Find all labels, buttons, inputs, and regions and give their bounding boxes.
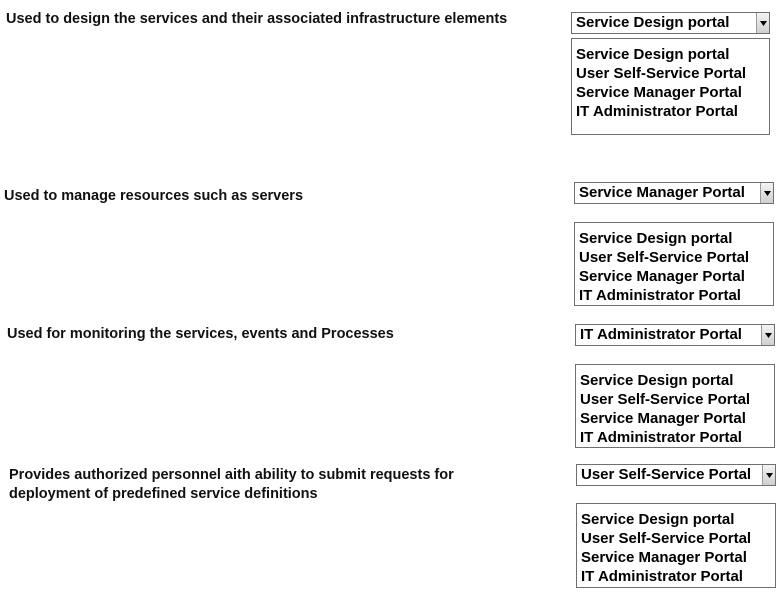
option-item[interactable]: Service Manager Portal xyxy=(579,268,745,285)
dropdown-arrow-icon[interactable] xyxy=(762,465,775,485)
option-item[interactable]: IT Administrator Portal xyxy=(580,429,742,446)
option-item[interactable]: Service Manager Portal xyxy=(580,410,746,427)
answer-select-3[interactable] xyxy=(575,324,775,346)
option-item[interactable]: User Self-Service Portal xyxy=(581,530,752,547)
question-4-line-1: Provides authorized personnel aith ability to submit requests for xyxy=(9,467,454,483)
answer-select-4[interactable] xyxy=(576,464,776,486)
option-item[interactable]: User Self-Service Portal xyxy=(579,249,750,266)
selected-value-2: Service Manager Portal xyxy=(579,184,745,201)
question-4-line-2: deployment of predefined service definitions xyxy=(9,486,318,502)
question-1: Used to design the services and their associated infrastructure elements xyxy=(6,11,508,27)
answer-select-1[interactable] xyxy=(571,12,770,34)
options-list-2 xyxy=(574,222,774,306)
option-item[interactable]: IT Administrator Portal xyxy=(581,568,743,585)
question-3: Used for monitoring the services, events and Processes xyxy=(7,326,394,342)
option-item[interactable]: User Self-Service Portal xyxy=(580,391,751,408)
question-4 xyxy=(9,466,454,504)
options-list-4 xyxy=(576,503,776,588)
dropdown-arrow-icon[interactable] xyxy=(761,325,774,345)
option-item[interactable]: Service Design portal xyxy=(576,46,730,63)
option-item[interactable]: Service Manager Portal xyxy=(576,84,742,101)
answer-select-2[interactable] xyxy=(574,182,774,204)
option-item[interactable]: Service Design portal xyxy=(580,372,734,389)
option-item[interactable]: Service Manager Portal xyxy=(581,549,747,566)
option-item[interactable]: IT Administrator Portal xyxy=(579,287,741,304)
question-2: Used to manage resources such as servers xyxy=(4,188,304,204)
options-list-1 xyxy=(571,38,770,135)
option-item[interactable]: Service Design portal xyxy=(579,230,733,247)
option-item[interactable]: IT Administrator Portal xyxy=(576,103,738,120)
selected-value-4: User Self-Service Portal xyxy=(581,466,752,483)
options-list-3 xyxy=(575,364,775,448)
option-item[interactable]: User Self-Service Portal xyxy=(576,65,747,82)
dropdown-arrow-icon[interactable] xyxy=(756,13,769,33)
option-item[interactable]: Service Design portal xyxy=(581,511,735,528)
selected-value-1: Service Design portal xyxy=(576,14,730,31)
selected-value-3: IT Administrator Portal xyxy=(580,326,742,343)
dropdown-arrow-icon[interactable] xyxy=(760,183,773,203)
